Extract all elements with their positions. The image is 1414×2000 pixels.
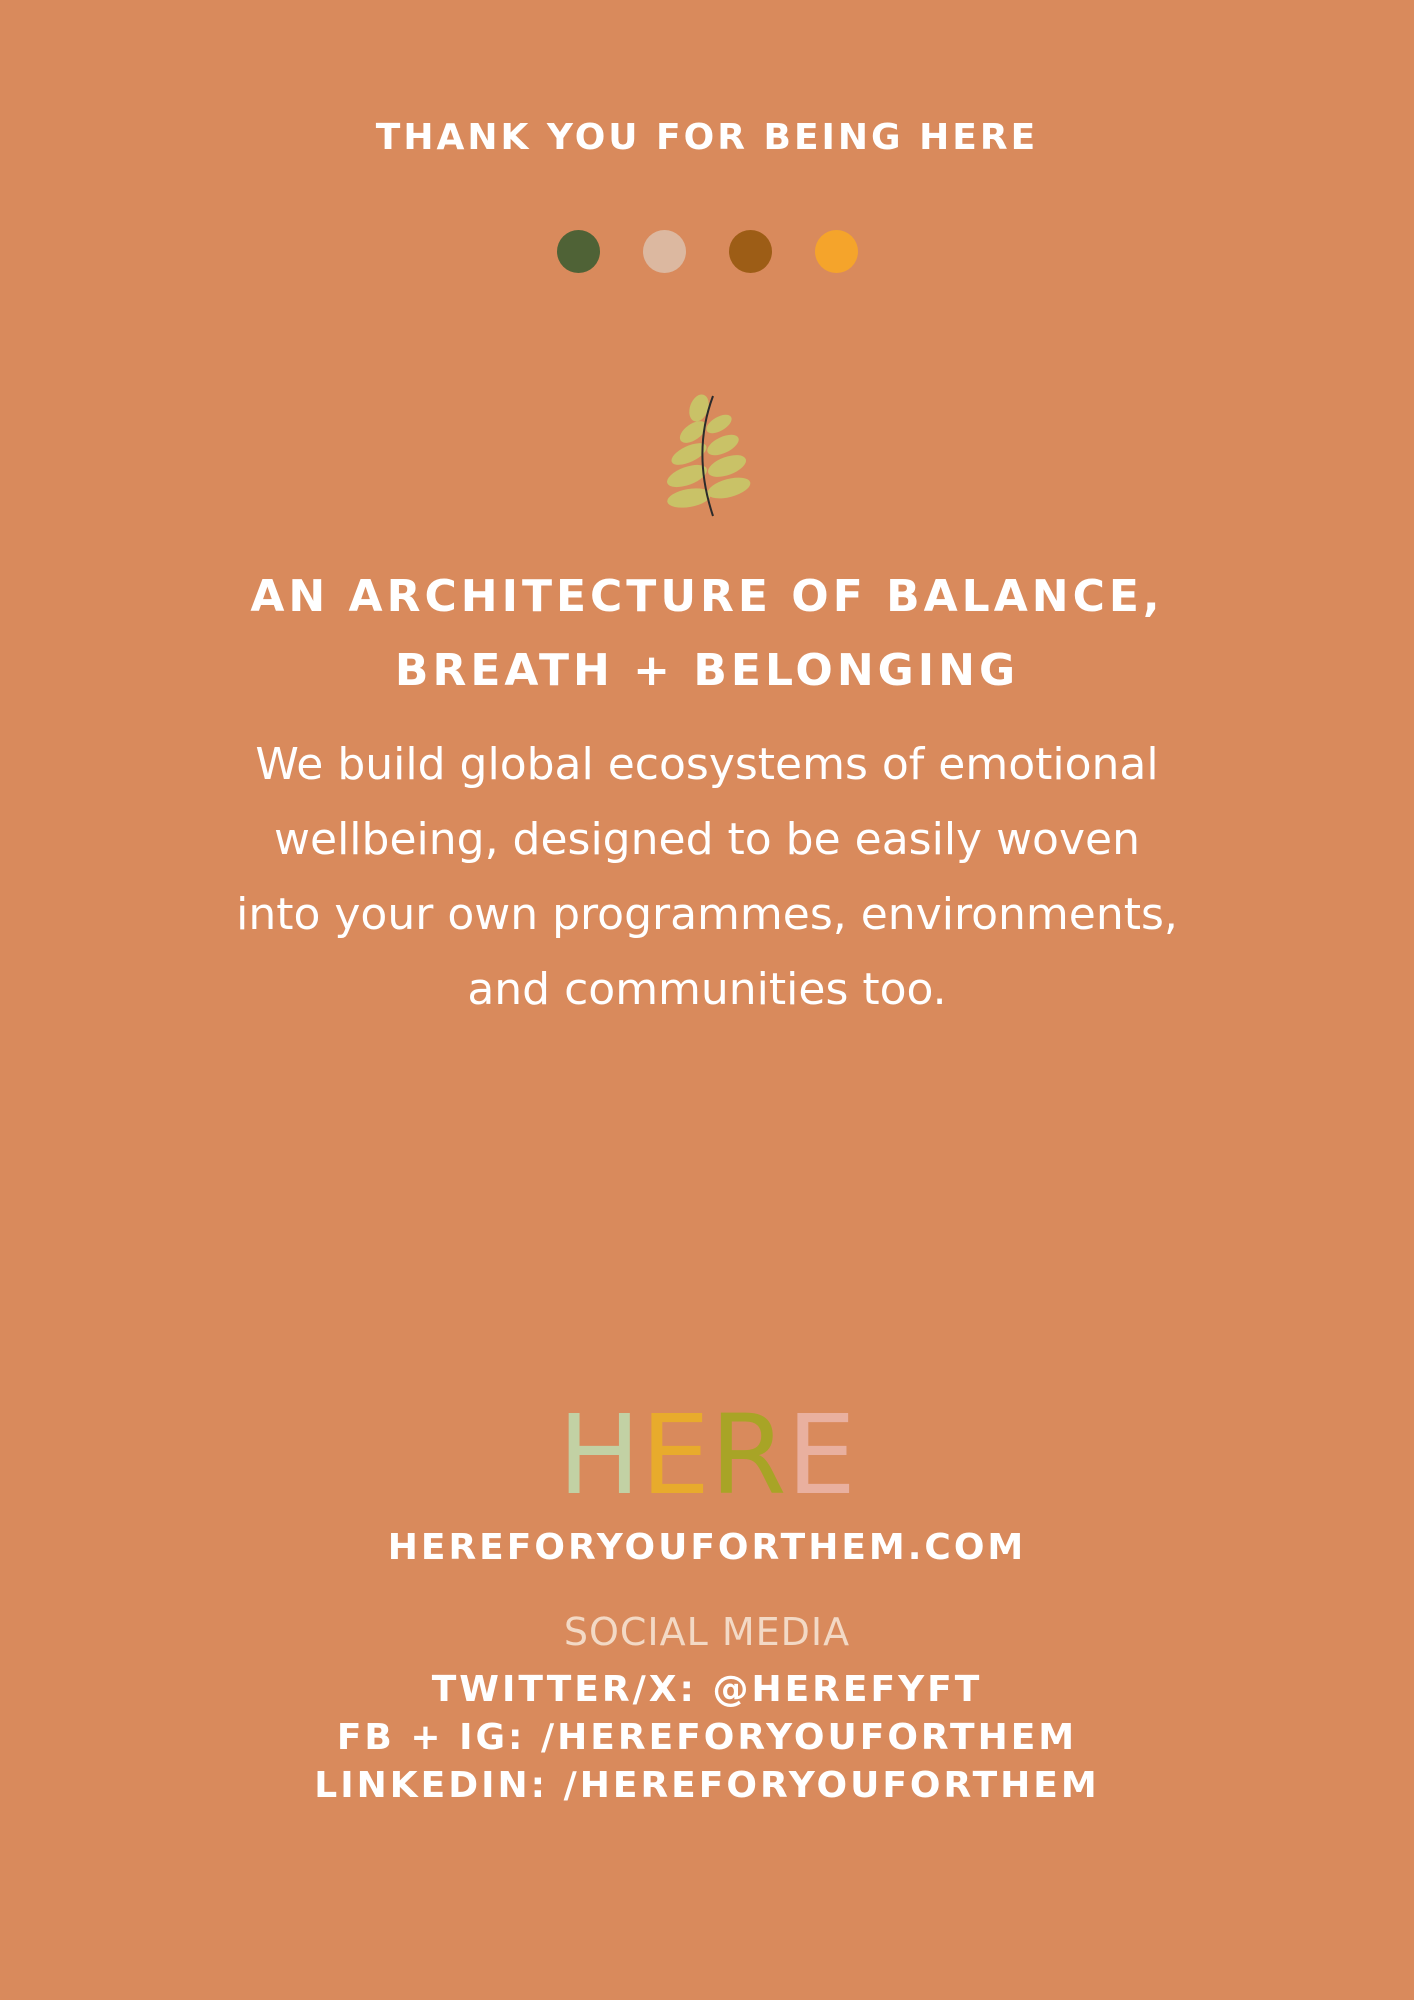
thank-you-heading: THANK YOU FOR BEING HERE — [375, 117, 1039, 158]
dot-brown — [729, 230, 772, 273]
dot-sand — [643, 230, 686, 273]
here-logo — [0, 1390, 1414, 1520]
dot-olive-green — [557, 230, 600, 273]
logo-letter-r: R — [710, 1391, 787, 1519]
headline — [0, 560, 1414, 708]
leaf-branch-icon — [657, 388, 757, 518]
social-linkedin[interactable]: LINKEDIN: /HEREFORYOUFORTHEM — [314, 1765, 1100, 1806]
body-paragraph: We build global ecosystems of emotional wellbeing, designed to be easily woven into your own programmes, environments, and communities too. — [236, 739, 1178, 1015]
website-link[interactable]: HEREFORYOUFORTHEM.COM — [387, 1527, 1027, 1568]
logo-letter-e-2: E — [786, 1391, 857, 1519]
social-media-heading: SOCIAL MEDIA — [563, 1610, 851, 1654]
social-media-list — [0, 1666, 1414, 1810]
logo-letter-h: H — [557, 1391, 641, 1519]
dot-amber — [815, 230, 858, 273]
headline-line-2: BREATH + BELONGING — [394, 645, 1020, 696]
social-fb-ig[interactable]: FB + IG: /HEREFORYOUFORTHEM — [336, 1717, 1078, 1758]
headline-line-1: AN ARCHITECTURE OF BALANCE, — [250, 571, 1164, 622]
color-dots — [0, 230, 1414, 273]
logo-letter-e: E — [640, 1391, 711, 1519]
social-twitter[interactable]: TWITTER/X: @HEREFYFT — [431, 1669, 983, 1710]
